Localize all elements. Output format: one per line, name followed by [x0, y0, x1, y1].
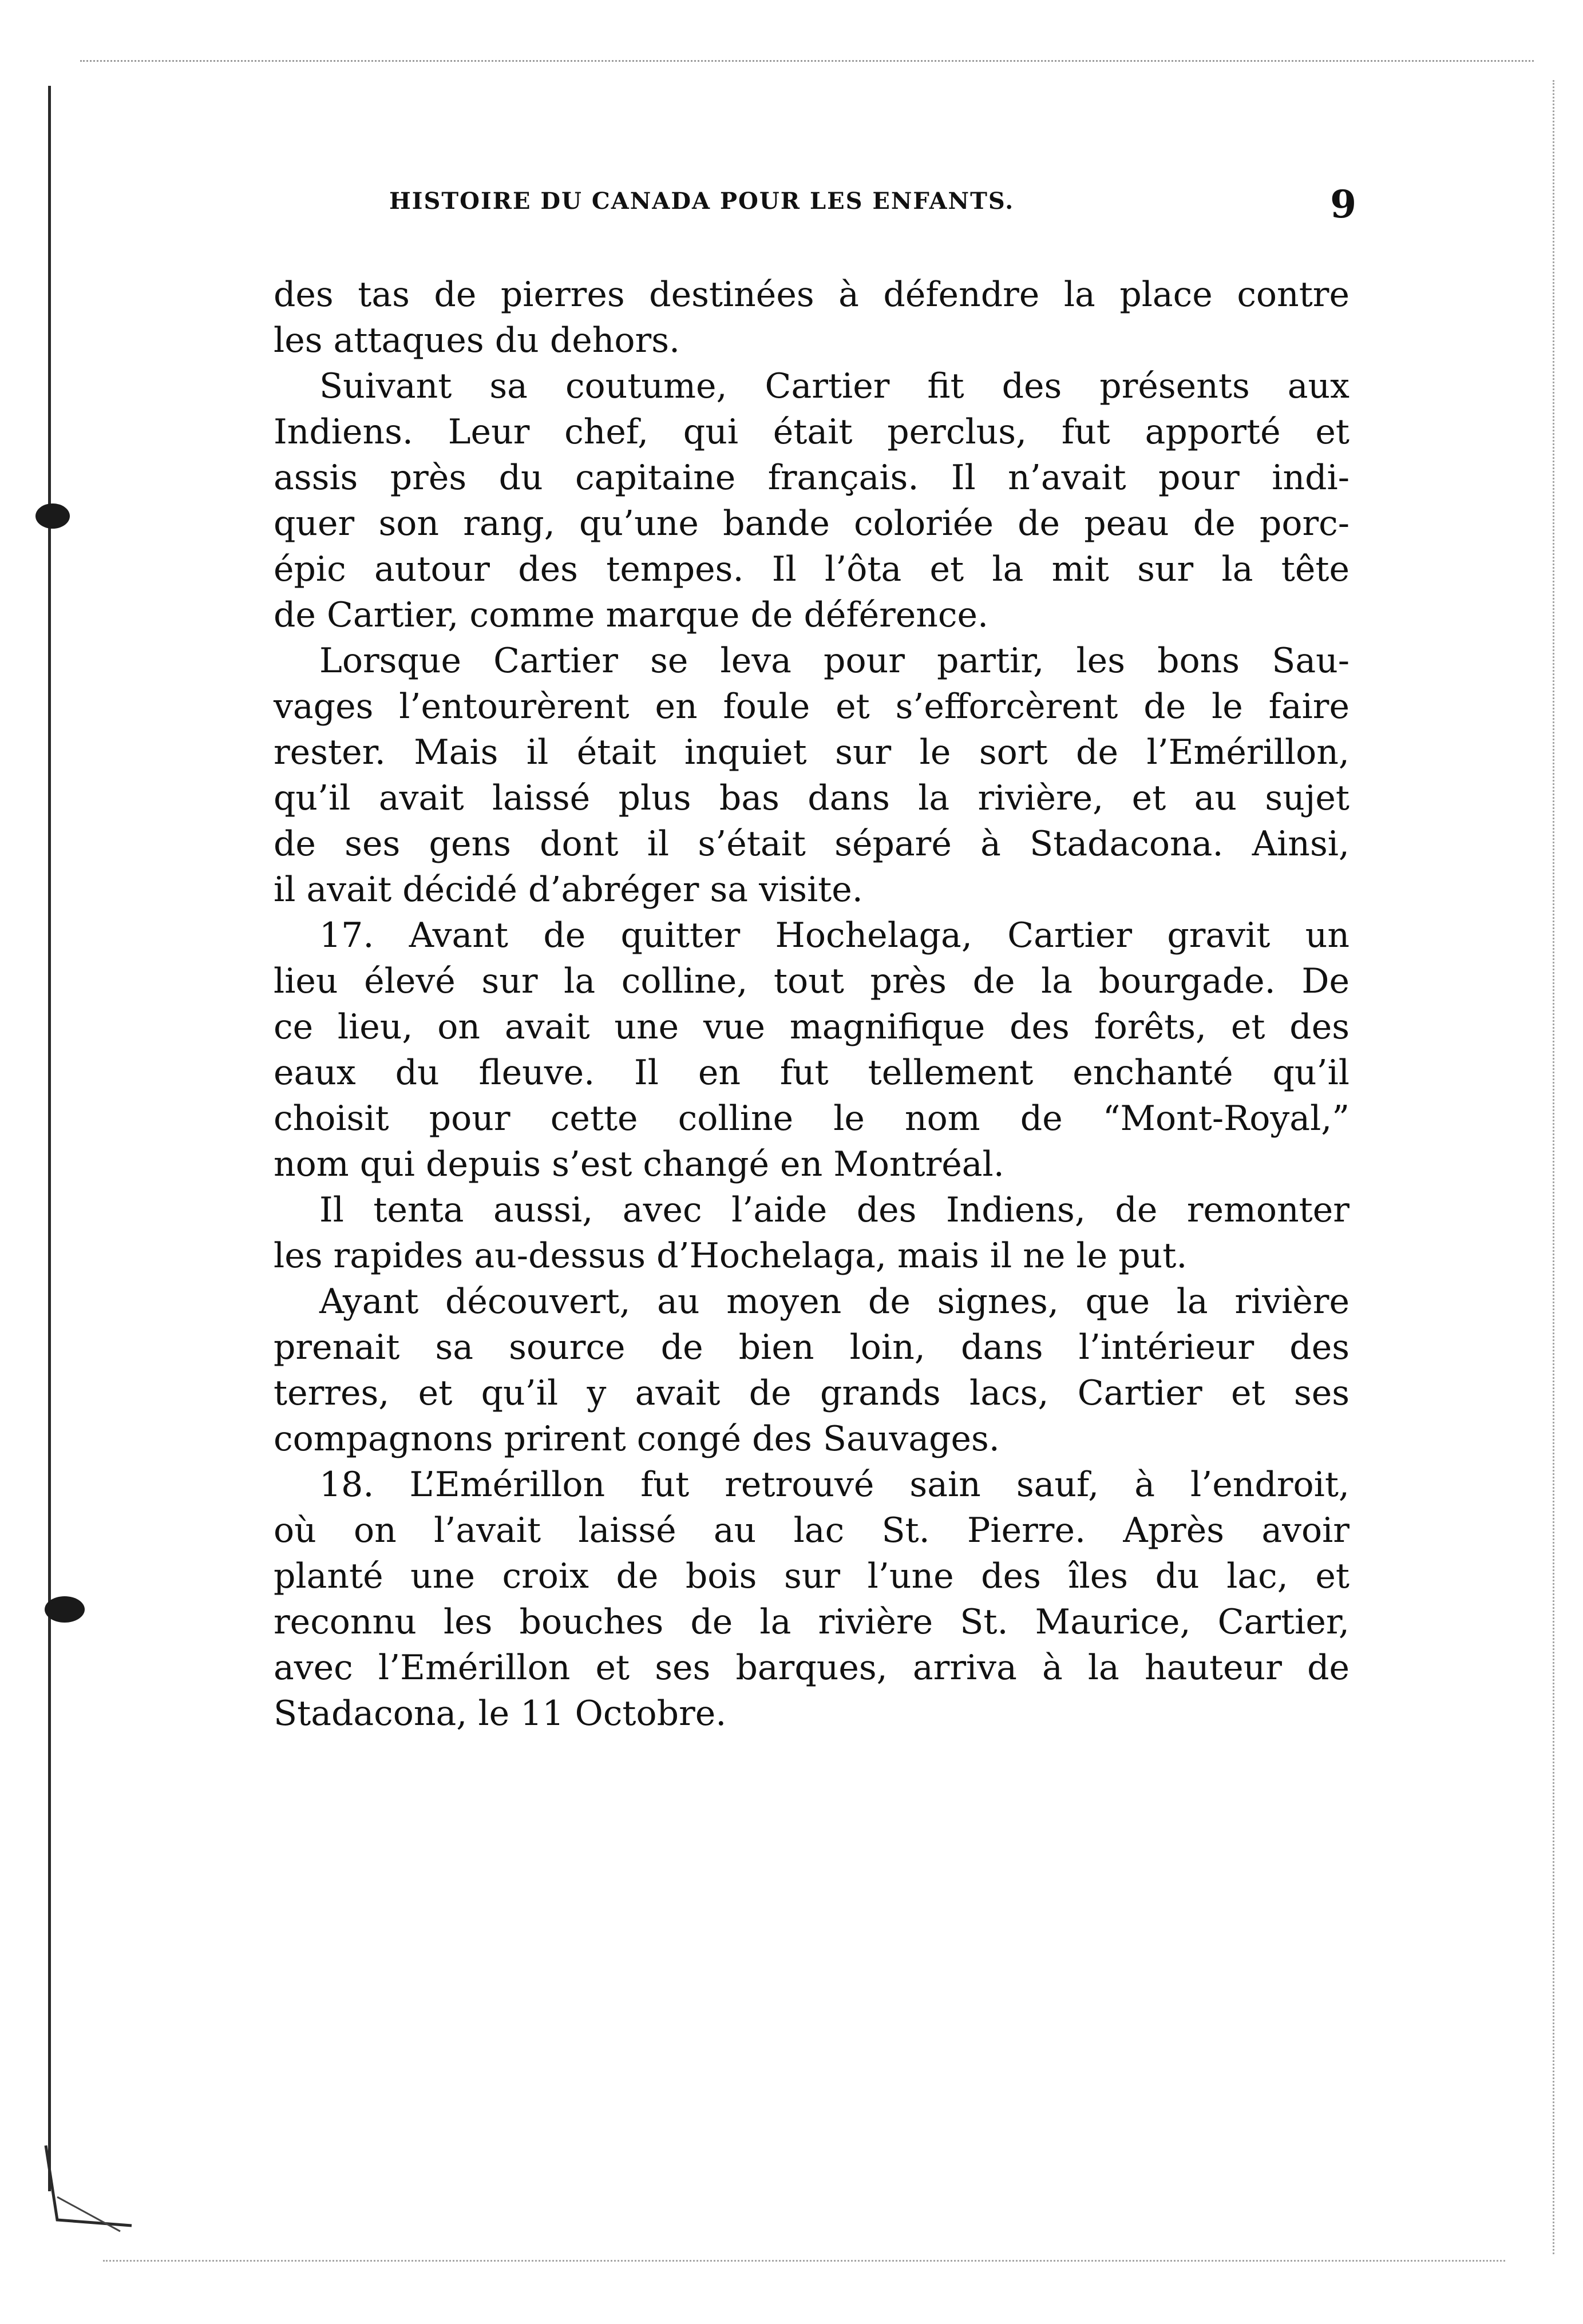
page-edge-bottom: [103, 2260, 1505, 2263]
text-line: terres, et qu’il y avait de grands lacs, Cartier et ses: [274, 1373, 1349, 1413]
text-line: nom qui depuis s’est changé en Montréal.: [274, 1144, 1004, 1184]
text-line: eaux du fleuve. Il en fut tellement enchanté qu’il: [274, 1053, 1349, 1093]
text-line: 18. L’Emérillon fut retrouvé sain sauf, à l’endroit,: [319, 1465, 1349, 1505]
text-line: il avait décidé d’abréger sa visite.: [274, 870, 863, 910]
page-edge-left: [48, 86, 51, 2191]
text-line: Ayant découvert, au moyen de signes, que la rivière: [319, 1282, 1349, 1322]
text-line: les attaques du dehors.: [274, 320, 680, 360]
text-line: Suivant sa coutume, Cartier fit des présents aux: [319, 366, 1349, 406]
text-line: compagnons prirent congé des Sauvages.: [274, 1419, 1000, 1459]
text-line: reconnu les bouches de la rivière St. Maurice, Cartier,: [274, 1602, 1349, 1642]
body-text: [274, 272, 1349, 1736]
text-line: assis près du capitaine français. Il n’avait pour indi-: [274, 458, 1349, 498]
text-line: qu’il avait laissé plus bas dans la rivière, et au sujet: [274, 778, 1349, 818]
text-line: où on l’avait laissé au lac St. Pierre. Après avoir: [274, 1510, 1349, 1550]
running-head: [389, 182, 1356, 233]
text-line: les rapides au-dessus d’Hochelaga, mais il ne le put.: [274, 1236, 1188, 1276]
text-line: épic autour des tempes. Il l’ôta et la mit sur la tête: [274, 549, 1349, 589]
text-line: lieu élevé sur la colline, tout près de la bourgade. De: [274, 961, 1349, 1001]
text-line: de ses gens dont il s’était séparé à Stadacona. Ainsi,: [274, 824, 1349, 864]
torn-corner-mark: [40, 2140, 137, 2237]
text-line: des tas de pierres destinées à défendre la place contre: [274, 275, 1349, 315]
text-line: quer son rang, qu’une bande coloriée de peau de porc-: [274, 503, 1349, 544]
text-line: Indiens. Leur chef, qui était perclus, fut apporté et: [274, 412, 1349, 452]
text-line: vages l’entourèrent en foule et s’efforcèrent de le faire: [274, 687, 1349, 727]
text-line: Stadacona, le 11 Octobre.: [274, 1694, 727, 1734]
ink-blot-upper: [35, 503, 70, 529]
running-head-title: HISTOIRE DU CANADA POUR LES ENFANTS.: [389, 188, 1015, 215]
text-line: avec l’Emérillon et ses barques, arriva à la hauteur de: [274, 1648, 1349, 1688]
text-line: rester. Mais il était inquiet sur le sort de l’Emérillon,: [274, 732, 1349, 772]
page-edge-right: [1553, 80, 1556, 2254]
text-line: planté une croix de bois sur l’une des îles du lac, et: [274, 1556, 1349, 1596]
text-line: Lorsque Cartier se leva pour partir, les bons Sau-: [319, 641, 1349, 681]
page-number: 9: [1330, 182, 1356, 227]
text-line: 17. Avant de quitter Hochelaga, Cartier gravit un: [319, 915, 1349, 955]
page-edge-top: [80, 60, 1534, 63]
ink-blot-lower: [45, 1596, 85, 1623]
text-line: de Cartier, comme marque de déférence.: [274, 595, 989, 635]
text-line: prenait sa source de bien loin, dans l’intérieur des: [274, 1327, 1349, 1367]
text-line: ce lieu, on avait une vue magnifique des forêts, et des: [274, 1007, 1349, 1047]
text-line: choisit pour cette colline le nom de “Mont-Royal,”: [274, 1098, 1349, 1139]
text-line: Il tenta aussi, avec l’aide des Indiens, de remonter: [319, 1190, 1349, 1230]
